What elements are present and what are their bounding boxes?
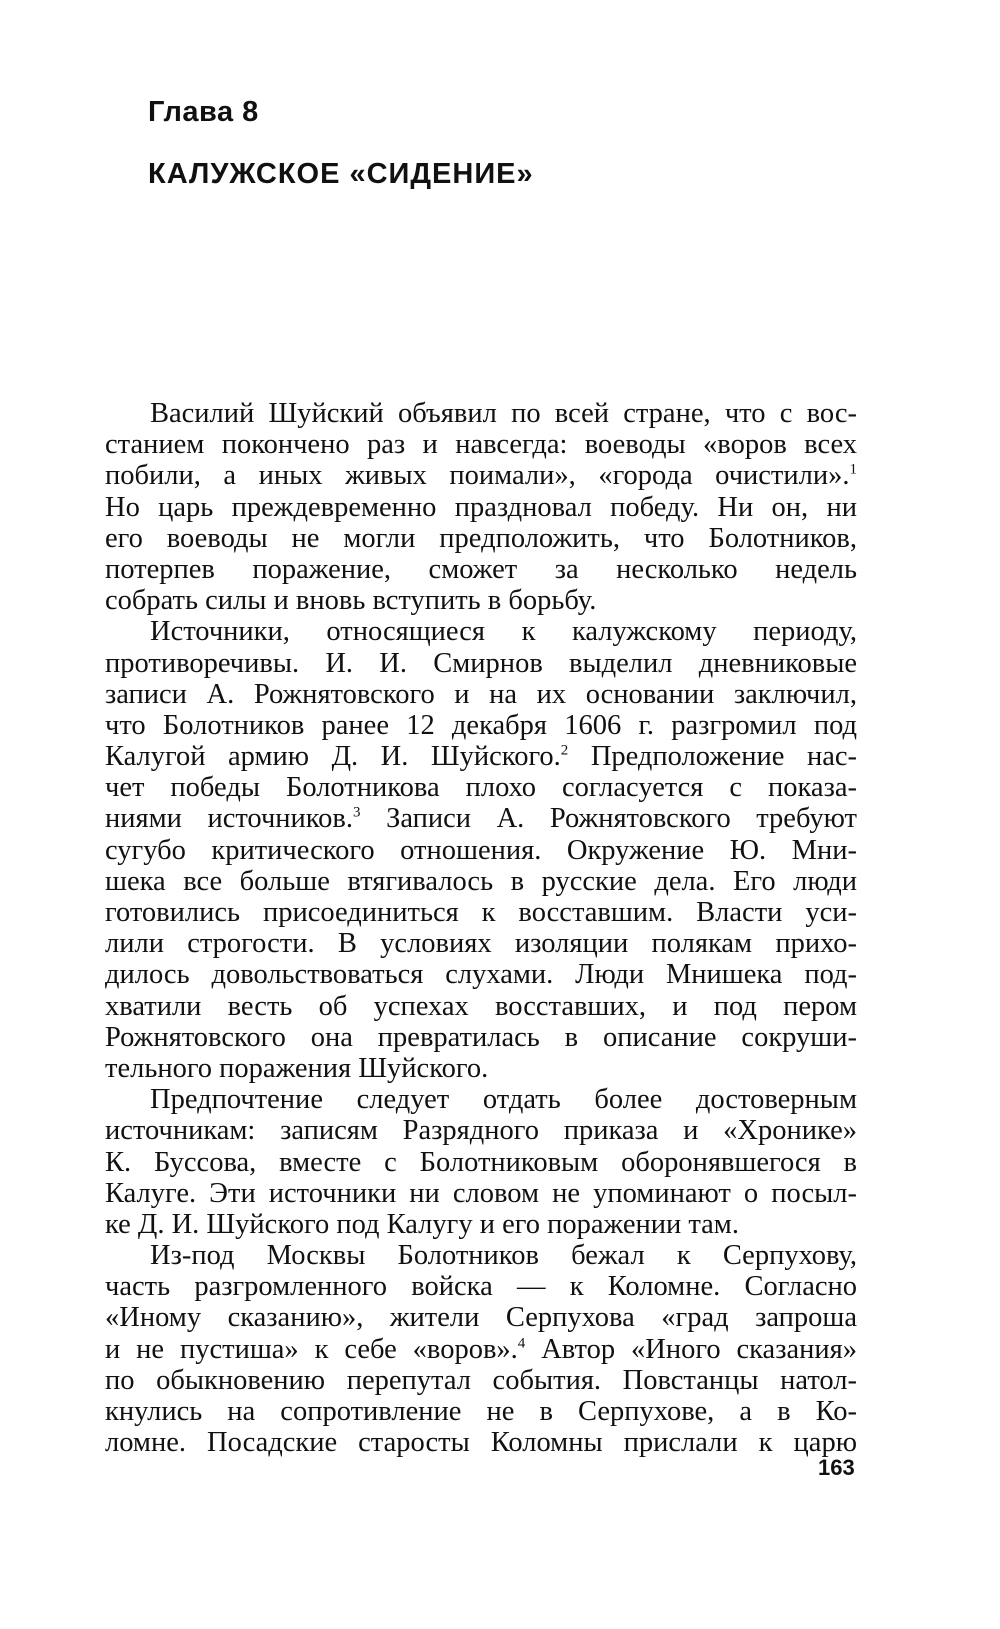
text-line-content: Калугой армию Д. И. Шуйского. xyxy=(105,741,561,773)
text-line-content: кнулись на сопротивление не в Серпухове, а в Ко- xyxy=(105,1396,857,1427)
chapter-label: Глава 8 xyxy=(148,96,259,128)
text-line xyxy=(105,616,857,647)
text-line-content: дилось довольствоваться слухами. Люди Мнишека под- xyxy=(105,959,857,991)
text-line xyxy=(105,959,857,990)
text-line xyxy=(105,710,857,741)
text-line xyxy=(105,523,857,554)
text-line xyxy=(105,1365,857,1396)
text-line xyxy=(105,1209,857,1240)
text-line-content: его воеводы не могли предположить, что Болотников, xyxy=(105,522,857,554)
footnote-marker: 2 xyxy=(560,742,569,759)
text-line-content: сугубо критического отношения. Окружение Ю. Мни- xyxy=(105,834,857,866)
text-line-content: собрать силы и вновь вступить в борьбу. xyxy=(105,585,597,617)
text-line xyxy=(105,897,857,928)
text-line xyxy=(105,928,857,959)
body-text xyxy=(105,398,857,1458)
text-line xyxy=(105,741,857,772)
text-line-content: «Иному сказанию», жители Серпухова «град запроша xyxy=(105,1302,857,1334)
text-line xyxy=(105,772,857,803)
text-line xyxy=(105,1302,857,1333)
text-line-content: Но царь преждевременно праздновал победу. Ни он, ни xyxy=(105,491,857,523)
text-line-content: хватили весть об успехах восставших, и под пером xyxy=(105,990,857,1022)
footnote-marker: 3 xyxy=(353,804,361,821)
text-line xyxy=(105,1115,857,1146)
text-line xyxy=(105,679,857,710)
text-line xyxy=(105,835,857,866)
text-line xyxy=(105,1022,857,1053)
text-line-content: записи А. Рожнятовского и на их основании заключил, xyxy=(105,678,857,710)
footnote-marker: 4 xyxy=(517,1335,526,1352)
text-line xyxy=(105,1396,857,1427)
text-line xyxy=(105,1084,857,1115)
text-line-content: по обыкновению перепутал события. Повстанцы натол- xyxy=(105,1364,857,1396)
text-line xyxy=(105,398,857,429)
text-line xyxy=(105,1427,857,1458)
text-line-content: ниями источников. xyxy=(105,803,354,835)
text-line xyxy=(105,1053,857,1084)
text-line-content: противоречивы. И. И. Смирнов выделил дневниковые xyxy=(105,647,857,679)
text-line-continuation: Автор «Иного сказания» xyxy=(525,1333,857,1365)
text-line xyxy=(105,1240,857,1271)
text-line xyxy=(105,429,857,460)
text-line-content: источникам: записям Разрядного приказа и «Хронике» xyxy=(105,1115,857,1147)
text-line-content: лили строгости. В условиях изоляции полякам прихо- xyxy=(105,928,857,960)
text-line xyxy=(105,866,857,897)
text-line-content: Василий Шуйский объявил по всей стране, что с вос- xyxy=(150,398,857,429)
text-line-content: ломне. Посадские старосты Коломны прислали к царю xyxy=(105,1427,857,1459)
text-line xyxy=(105,554,857,585)
text-line xyxy=(105,1147,857,1178)
text-line-continuation: Записи А. Рожнятовского требуют xyxy=(360,803,857,835)
text-line-content: что Болотников ранее 12 декабря 1606 г. разгромил под xyxy=(105,709,857,741)
text-line-content: чет победы Болотникова плохо согласуется с показа- xyxy=(105,772,857,804)
text-line-content: Источники, относящиеся к калужскому периоду, xyxy=(150,616,857,648)
text-line-content: потерпев поражение, сможет за несколько недель xyxy=(105,553,857,585)
text-line-content: Из-под Москвы Болотников бежал к Серпухову, xyxy=(150,1240,857,1272)
text-line-content: Рожнятовского она превратилась в описание сокруши- xyxy=(105,1021,857,1053)
text-line-content: побили, а иных живых поимали», «города очистили». xyxy=(105,460,850,492)
text-line-content: К. Буссова, вместе с Болотниковым оборонявшегося в xyxy=(105,1146,857,1178)
text-line xyxy=(105,1334,857,1365)
text-line-content: готовились присоединиться к восставшим. Власти уси- xyxy=(105,897,857,928)
text-line xyxy=(105,1178,857,1209)
text-line xyxy=(105,803,857,834)
text-line xyxy=(105,460,857,491)
text-line-content: станием покончено раз и навсегда: воеводы «воров всех xyxy=(105,429,857,461)
footnote-marker: 1 xyxy=(849,461,857,478)
text-line-content: шека все больше втягивалось в русские дела. Его люди xyxy=(105,865,857,897)
text-line xyxy=(105,492,857,523)
text-line xyxy=(105,648,857,679)
text-line xyxy=(105,1271,857,1302)
text-line-content: ке Д. И. Шуйского под Калугу и его поражении там. xyxy=(105,1208,739,1240)
text-line-content: Калуге. Эти источники ни словом не упоминают о посыл- xyxy=(105,1177,857,1209)
text-line-content: тельного поражения Шуйского. xyxy=(105,1052,489,1084)
page-number: 163 xyxy=(818,1455,855,1480)
text-line-content: часть разгромленного войска — к Коломне. Согласно xyxy=(105,1271,857,1303)
text-line xyxy=(105,991,857,1022)
text-line xyxy=(105,585,857,616)
text-line-continuation: Предположение нас- xyxy=(568,741,857,773)
text-line-content: Предпочтение следует отдать более достоверным xyxy=(150,1084,857,1116)
text-line-content: и не пустиша» к себе «воров». xyxy=(105,1333,518,1365)
chapter-title: КАЛУЖСКОЕ «СИДЕНИЕ» xyxy=(148,158,534,190)
